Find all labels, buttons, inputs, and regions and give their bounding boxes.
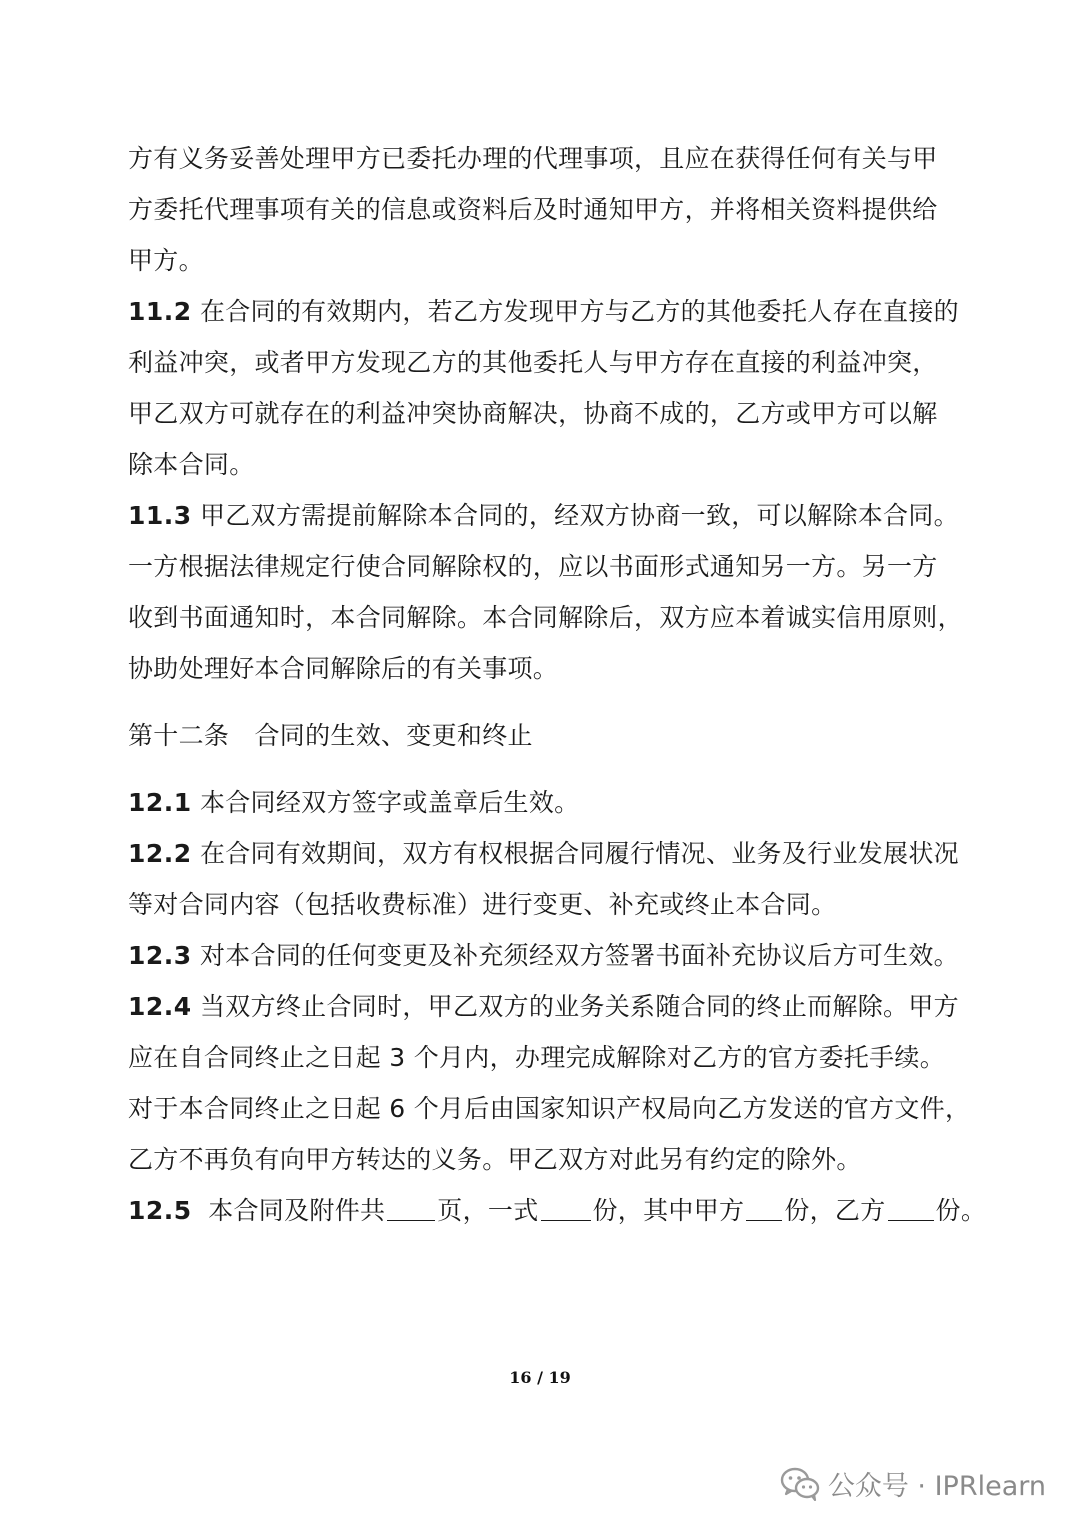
clause-text: 份，其中甲方	[592, 1196, 745, 1225]
text-line: 甲乙双方可就存在的利益冲突协商解决，协商不成的，乙方或甲方可以解	[128, 399, 938, 428]
clause-11-2	[128, 286, 958, 490]
blank-copies-party-a	[746, 1198, 782, 1221]
clause-12-2	[128, 828, 958, 930]
clause-12-5	[128, 1185, 987, 1236]
clause-12-3	[128, 930, 958, 981]
text-line: 应在自合同终止之日起 3 个月内，办理完成解除对乙方的官方委托手续。	[128, 1043, 946, 1072]
text-line	[128, 490, 958, 541]
clause-number: 12.1	[128, 788, 192, 817]
text-line: 等对合同内容（包括收费标准）进行变更、补充或终止本合同。	[128, 890, 837, 919]
clause-text: 本合同及附件共	[208, 1196, 386, 1225]
clause-number: 11.3	[128, 501, 192, 530]
text-line: 一方根据法律规定行使合同解除权的，应以书面形式通知另一方。另一方	[128, 552, 938, 581]
clause-text: 份。	[935, 1196, 987, 1225]
text-line: 协助处理好本合同解除后的有关事项。	[128, 654, 559, 683]
clause-12-4	[128, 981, 971, 1185]
text-line	[128, 930, 958, 981]
text-line: 乙方不再负有向甲方转达的义务。甲乙双方对此另有约定的除外。	[128, 1145, 862, 1174]
text-line: 方有义务妥善处理甲方已委托办理的代理事项，且应在获得任何有关与甲	[128, 144, 938, 173]
clause-text: 本合同经双方签字或盖章后生效。	[199, 788, 580, 817]
clause-text: 在合同有效期间，双方有权根据合同履行情况、业务及行业发展状况	[199, 839, 959, 868]
clause-number: 12.3	[128, 941, 192, 970]
watermark-text: 公众号 · IPRlearn	[827, 1471, 1046, 1502]
clause-text: 页，一式	[437, 1196, 539, 1225]
clause-11-3	[128, 490, 963, 694]
clause-text: 份，乙方	[784, 1196, 886, 1225]
text-line: 方委托代理事项有关的信息或资料后及时通知甲方，并将相关资料提供给	[128, 195, 938, 224]
text-line: 甲方。	[128, 246, 204, 275]
blank-copies-party-b	[888, 1198, 934, 1221]
wechat-icon	[780, 1467, 820, 1501]
clause-12-1	[128, 777, 958, 828]
text-line	[128, 777, 958, 828]
clause-text: 在合同的有效期内，若乙方发现甲方与乙方的其他委托人存在直接的	[199, 297, 959, 326]
clause-number: 12.2	[128, 839, 192, 868]
text-line	[128, 828, 958, 879]
clause-text: 对本合同的任何变更及补充须经双方签署书面补充协议后方可生效。	[199, 941, 959, 970]
text-line: 利益冲突，或者甲方发现乙方的其他委托人与甲方存在直接的利益冲突，	[128, 348, 938, 377]
page-number: 16 / 19	[509, 1368, 571, 1387]
text-line: 对于本合同终止之日起 6 个月后由国家知识产权局向乙方发送的官方文件，	[128, 1094, 971, 1123]
document-body	[128, 133, 987, 1236]
clause-number: 12.4	[128, 992, 192, 1021]
text-line	[128, 981, 958, 1032]
clause-number: 11.2	[128, 297, 192, 326]
watermark	[780, 1464, 1046, 1503]
text-line: 收到书面通知时，本合同解除。本合同解除后，双方应本着诚实信用原则，	[128, 603, 963, 632]
blank-copies-total	[541, 1198, 591, 1221]
clause-number: 12.5	[128, 1196, 192, 1225]
blank-pages	[387, 1198, 435, 1221]
clause-text: 当双方终止合同时，甲乙双方的业务关系随合同的终止而解除。甲方	[199, 992, 959, 1021]
text-line: 除本合同。	[128, 450, 255, 479]
text-line	[128, 286, 958, 337]
section-heading-article-12: 第十二条 合同的生效、变更和终止	[128, 721, 533, 750]
text-line	[128, 1185, 987, 1236]
paragraph-continued	[128, 133, 958, 286]
clause-text: 甲乙双方需提前解除本合同的，经双方协商一致，可以解除本合同。	[199, 501, 959, 530]
